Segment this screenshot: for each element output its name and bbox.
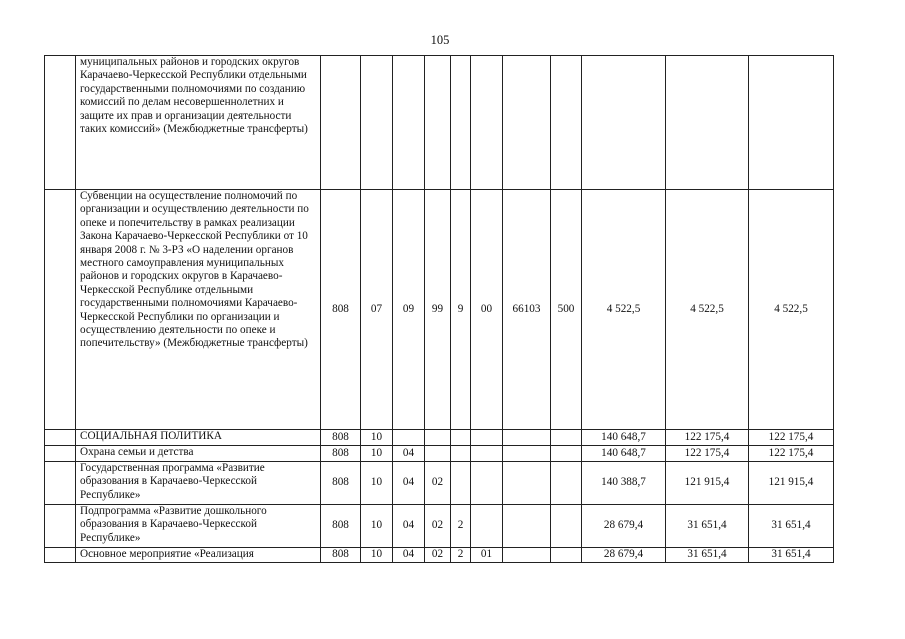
section-code-cell: 10	[361, 548, 393, 563]
subprogram-code-cell: 9	[451, 190, 471, 430]
ministry-code-cell: 808	[321, 548, 361, 563]
row-margin-cell	[45, 505, 76, 548]
subsection-code-cell: 04	[393, 505, 425, 548]
amount-year-2-cell: 121 915,4	[666, 462, 749, 505]
budget-table	[44, 55, 834, 563]
table-row	[45, 548, 834, 563]
row-margin-cell	[45, 462, 76, 505]
section-code-cell: 07	[361, 190, 393, 430]
expense-type-cell	[551, 446, 582, 462]
expense-type-cell	[551, 548, 582, 563]
amount-year-1-cell: 28 679,4	[582, 548, 666, 563]
ministry-code-cell: 808	[321, 446, 361, 462]
measure-code-cell: 01	[471, 548, 503, 563]
amount-year-2-cell: 122 175,4	[666, 430, 749, 446]
table-row	[45, 430, 834, 446]
table-row	[45, 56, 834, 190]
measure-code-cell: 00	[471, 190, 503, 430]
row-name-cell: Государственная программа «Развитие образования в Карачаево-Черкесской Республике»	[76, 462, 321, 505]
measure-code-cell	[471, 56, 503, 190]
row-margin-cell	[45, 56, 76, 190]
amount-year-1-cell: 140 388,7	[582, 462, 666, 505]
direction-code-cell	[503, 505, 551, 548]
section-code-cell: 10	[361, 430, 393, 446]
section-code-cell: 10	[361, 446, 393, 462]
row-margin-cell	[45, 190, 76, 430]
section-code-cell	[361, 56, 393, 190]
program-code-cell	[425, 56, 451, 190]
amount-year-1-cell	[582, 56, 666, 190]
direction-code-cell	[503, 430, 551, 446]
amount-year-2-cell	[666, 56, 749, 190]
program-code-cell	[425, 430, 451, 446]
amount-year-2-cell: 31 651,4	[666, 505, 749, 548]
table-row	[45, 190, 834, 430]
section-code-cell: 10	[361, 505, 393, 548]
subsection-code-cell	[393, 56, 425, 190]
subprogram-code-cell: 2	[451, 505, 471, 548]
ministry-code-cell: 808	[321, 190, 361, 430]
measure-code-cell	[471, 446, 503, 462]
direction-code-cell: 66103	[503, 190, 551, 430]
ministry-code-cell: 808	[321, 430, 361, 446]
program-code-cell: 02	[425, 548, 451, 563]
ministry-code-cell: 808	[321, 505, 361, 548]
amount-year-3-cell: 4 522,5	[749, 190, 834, 430]
expense-type-cell	[551, 505, 582, 548]
table-row	[45, 462, 834, 505]
row-name-cell: Основное мероприятие «Реализация	[76, 548, 321, 563]
expense-type-cell	[551, 56, 582, 190]
direction-code-cell	[503, 548, 551, 563]
program-code-cell: 02	[425, 462, 451, 505]
amount-year-2-cell: 4 522,5	[666, 190, 749, 430]
expense-type-cell	[551, 430, 582, 446]
subprogram-code-cell	[451, 56, 471, 190]
amount-year-2-cell: 31 651,4	[666, 548, 749, 563]
ministry-code-cell	[321, 56, 361, 190]
subprogram-code-cell: 2	[451, 548, 471, 563]
subprogram-code-cell	[451, 462, 471, 505]
table-row	[45, 505, 834, 548]
measure-code-cell	[471, 430, 503, 446]
row-name-cell: Охрана семьи и детства	[76, 446, 321, 462]
subsection-code-cell: 04	[393, 462, 425, 505]
subsection-code-cell: 09	[393, 190, 425, 430]
subsection-code-cell: 04	[393, 446, 425, 462]
measure-code-cell	[471, 505, 503, 548]
amount-year-3-cell: 31 651,4	[749, 548, 834, 563]
amount-year-1-cell: 140 648,7	[582, 446, 666, 462]
program-code-cell: 99	[425, 190, 451, 430]
row-margin-cell	[45, 548, 76, 563]
table-row	[45, 446, 834, 462]
row-name-cell: муниципальных районов и городских округов Карачаево-Черкесской Республики отдельными государственными полномочиями по созданию комиссий по делам несовершеннолетних и защите их прав и организации деятельности таких комиссий» (Межбюджетные трансферты)	[76, 56, 321, 190]
direction-code-cell	[503, 446, 551, 462]
subprogram-code-cell	[451, 430, 471, 446]
amount-year-3-cell: 121 915,4	[749, 462, 834, 505]
amount-year-3-cell	[749, 56, 834, 190]
measure-code-cell	[471, 462, 503, 505]
row-margin-cell	[45, 446, 76, 462]
amount-year-1-cell: 140 648,7	[582, 430, 666, 446]
ministry-code-cell: 808	[321, 462, 361, 505]
subprogram-code-cell	[451, 446, 471, 462]
amount-year-1-cell: 4 522,5	[582, 190, 666, 430]
amount-year-1-cell: 28 679,4	[582, 505, 666, 548]
row-name-cell: Субвенции на осуществление полномочий по организации и осуществлению деятельности по опеке и попечительству в рамках реализации Закона Карачаево-Черкесской Республики от 10 января 2008 г. № 3-РЗ «О наделении органов местного самоуправления муниципальных районов и городских округов в Карачаево-Черкесской Республике отдельными государственными полномочиями Карачаево-Черкесской Республики по организации и осуществлению деятельности по опеке и попечительству» (Межбюджетные трансферты)	[76, 190, 321, 430]
direction-code-cell	[503, 462, 551, 505]
row-name-cell: СОЦИАЛЬНАЯ ПОЛИТИКА	[76, 430, 321, 446]
row-margin-cell	[45, 430, 76, 446]
section-code-cell: 10	[361, 462, 393, 505]
amount-year-3-cell: 122 175,4	[749, 446, 834, 462]
amount-year-3-cell: 122 175,4	[749, 430, 834, 446]
page-number: 105	[430, 33, 450, 47]
subsection-code-cell	[393, 430, 425, 446]
amount-year-3-cell: 31 651,4	[749, 505, 834, 548]
program-code-cell: 02	[425, 505, 451, 548]
expense-type-cell: 500	[551, 190, 582, 430]
subsection-code-cell: 04	[393, 548, 425, 563]
row-name-cell: Подпрограмма «Развитие дошкольного образования в Карачаево-Черкесской Республике»	[76, 505, 321, 548]
program-code-cell	[425, 446, 451, 462]
expense-type-cell	[551, 462, 582, 505]
direction-code-cell	[503, 56, 551, 190]
amount-year-2-cell: 122 175,4	[666, 446, 749, 462]
